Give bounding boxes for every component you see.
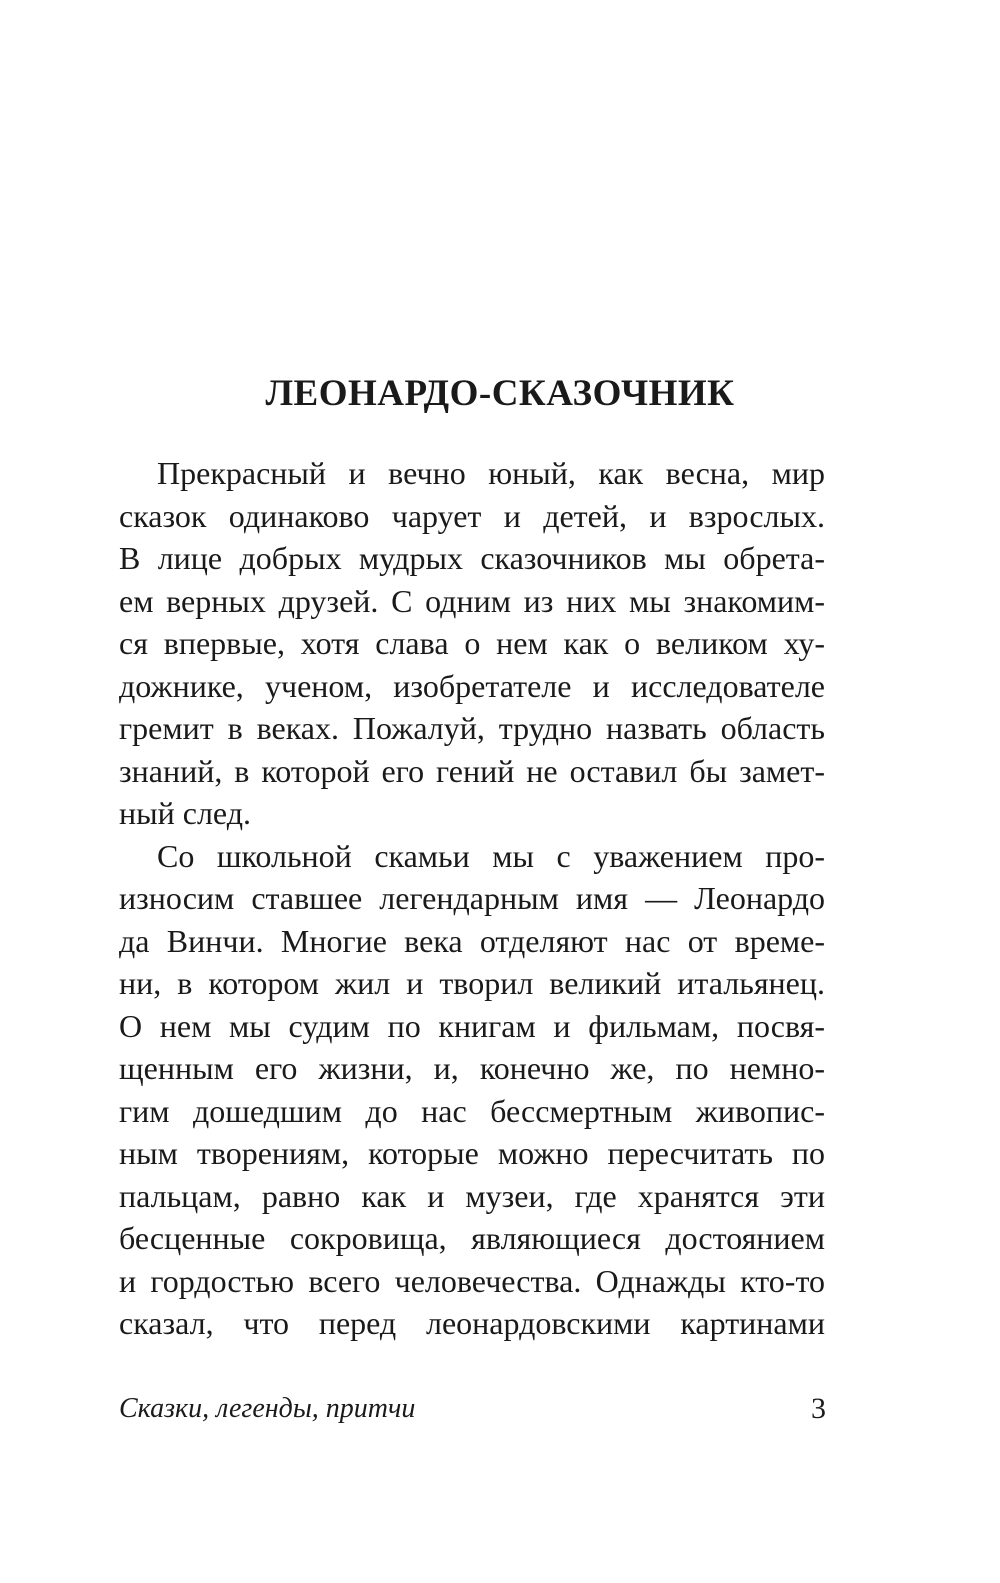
text-line: сказок одинаково чарует и детей, и взрослых. xyxy=(119,497,825,534)
text-line: да Винчи. Многие века отделяют нас от време- xyxy=(119,922,825,959)
chapter-title: ЛЕОНАРДО-СКАЗОЧНИК xyxy=(265,373,735,414)
text-line: дожнике, ученом, изобретателе и исследователе xyxy=(119,667,825,704)
text-line: гим дошедшим до нас бессмертным живопис- xyxy=(119,1092,825,1129)
text-line: Прекрасный и вечно юный, как весна, мир xyxy=(157,455,825,491)
text-line: ный след. xyxy=(119,795,251,831)
text-line: знаний, в которой его гений не оставил бы замет- xyxy=(119,752,825,789)
text-line: сказал, что перед леонардовскими картинами xyxy=(119,1305,825,1341)
text-line: ни, в котором жил и творил великий итальянец. xyxy=(119,965,825,1001)
text-line: износим ставшее легендарным имя — Леонардо xyxy=(119,880,825,916)
page-number: 3 xyxy=(811,1392,826,1425)
running-footer-title: Сказки, легенды, притчи xyxy=(119,1393,416,1424)
body-text xyxy=(119,452,825,1345)
text-line: ным творениям, которые можно пересчитать по xyxy=(119,1135,825,1171)
text-line: В лице добрых мудрых сказочников мы обрета- xyxy=(119,540,825,576)
text-line: пальцам, равно как и музеи, где хранятся эти xyxy=(119,1177,825,1214)
text-line: Со школьной скамьи мы с уважением про- xyxy=(157,837,825,874)
text-line: О нем мы судим по книгам и фильмам, посвя- xyxy=(119,1007,825,1044)
text-line: щенным его жизни, и, конечно же, по немно- xyxy=(119,1050,825,1086)
text-line: и гордостью всего человечества. Однажды кто-то xyxy=(119,1262,825,1299)
text-line: гремит в веках. Пожалуй, трудно назвать область xyxy=(119,710,825,746)
text-line: ся впервые, хотя слава о нем как о великом ху- xyxy=(119,625,825,661)
text-line: ем верных друзей. С одним из них мы знакомим- xyxy=(119,582,825,619)
text-line: бесценные сокровища, являющиеся достоянием xyxy=(119,1220,825,1256)
